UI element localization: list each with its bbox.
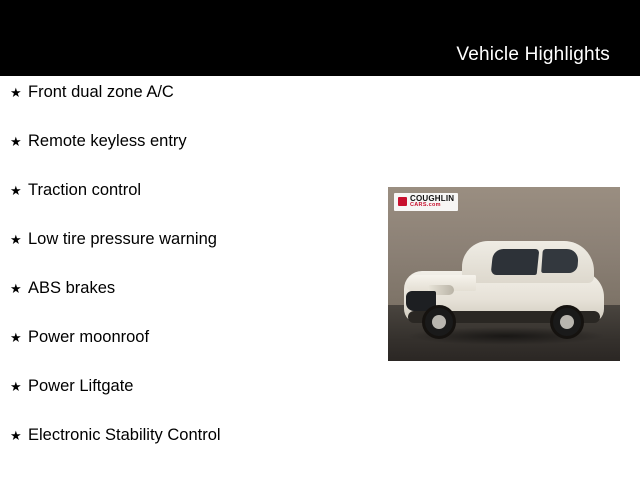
list-item — [0, 133, 380, 182]
list-item — [0, 84, 380, 133]
star-icon: ★ — [10, 379, 22, 394]
list-item-label: Power Liftgate — [28, 377, 134, 395]
dealer-logo-mark-icon — [398, 197, 407, 206]
vehicle-photo — [388, 187, 620, 361]
star-icon: ★ — [10, 183, 22, 198]
star-icon: ★ — [10, 428, 22, 443]
dealer-logo-subtitle: CARS.com — [410, 202, 441, 208]
header-bar — [0, 0, 640, 76]
list-item-label: Power moonroof — [28, 328, 150, 346]
page-title: Vehicle Highlights — [456, 44, 610, 65]
list-item — [0, 329, 380, 378]
list-item-label: Electronic Stability Control — [28, 426, 221, 444]
dealer-logo-name: COUGHLIN — [410, 194, 455, 203]
star-icon: ★ — [10, 232, 22, 247]
list-item — [0, 231, 380, 280]
list-item-label: Traction control — [28, 181, 142, 199]
star-icon: ★ — [10, 134, 22, 149]
star-icon: ★ — [10, 330, 22, 345]
list-item — [0, 280, 380, 329]
vehicle-front-wheel — [422, 305, 456, 339]
vehicle-windshield — [491, 249, 540, 275]
vehicle-rear-wheel — [550, 305, 584, 339]
list-item-label: Low tire pressure warning — [28, 230, 217, 248]
list-item — [0, 427, 380, 476]
list-item-label: Front dual zone A/C — [28, 83, 174, 101]
vehicle-side-window — [541, 249, 579, 273]
star-icon: ★ — [10, 281, 22, 296]
star-icon: ★ — [10, 85, 22, 100]
list-item-label: ABS brakes — [28, 279, 116, 297]
dealer-logo-text — [410, 195, 454, 209]
vehicle-illustration — [400, 235, 610, 335]
list-item-label: Remote keyless entry — [28, 132, 187, 150]
list-item — [0, 378, 380, 427]
vehicle-highlights-list — [0, 84, 380, 476]
list-item — [0, 182, 380, 231]
dealer-logo — [394, 193, 458, 211]
